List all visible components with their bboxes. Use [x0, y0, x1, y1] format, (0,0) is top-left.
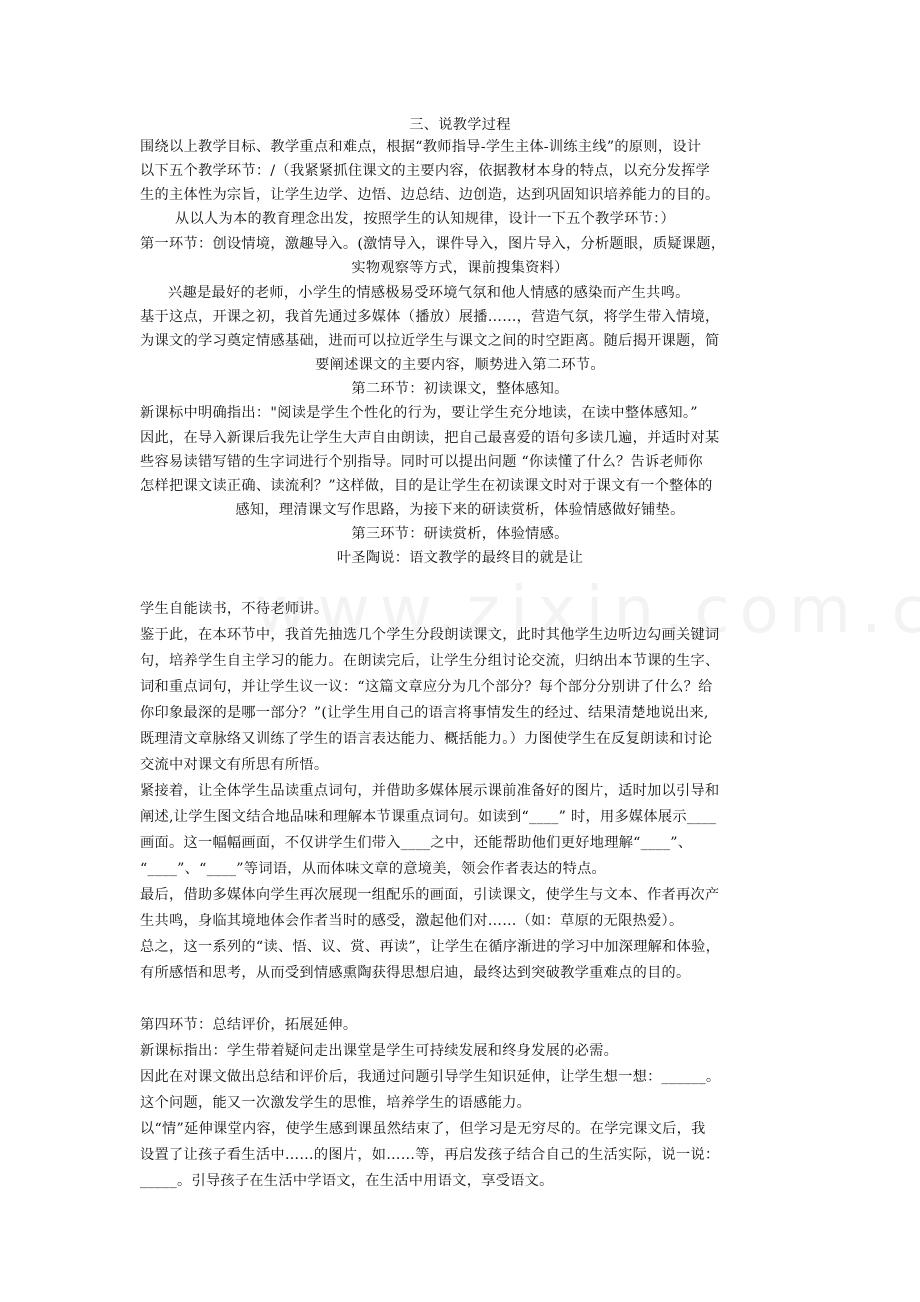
step4-heading: 第四环节：总结评价，拓展延伸。 [140, 1017, 358, 1033]
paragraph-line: 既理清文章脉络又训练了学生的语言表达能力、概括能力。）力图使学生在反复朗读和讨论 [140, 731, 713, 747]
paragraph-line: 从以人为本的教育理念出发，按照学生的认知规律，设计一下五个教学环节：） [175, 211, 675, 227]
paragraph-line: 有所感悟和思考，从而受到情感熏陶获得思想启迪，最终达到突破教学重难点的目的。 [140, 965, 691, 981]
paragraph-line: 以下五个教学环节：/（我紧紧抓住课文的主要内容，依据教材本身的特点，以充分发挥学 [140, 163, 711, 179]
paragraph-line: 以“情”延伸课堂内容，使学生感到课虽然结束了，但学习是无穷尽的。在学完课文后，我 [140, 1121, 706, 1137]
section-heading: 三、说教学过程 [409, 117, 511, 133]
paragraph-line: 兴趣是最好的老师，小学生的情感极易受环境气氛和他人情感的感染而产生共鸣。 [168, 285, 690, 301]
paragraph-line: 为课文的学习奠定情感基础，进而可以拉近学生与课文之间的时空距离。随后揭开课题，简 [140, 333, 720, 349]
paragraph-line: 因此在对课文做出总结和评价后，我通过问题引导学生知识延伸，让学生想一想：______。 [140, 1069, 721, 1085]
step1-heading: 第一环节：创设情境，激趣导入。(激情导入，课件导入，图片导入，分析题眼，质疑课题， [140, 236, 726, 252]
step3-heading: 第三环节：研读赏析，体验情感。 [351, 526, 569, 542]
paragraph-line: 因此，在导入新课后我先让学生大声自由朗读，把自己最喜爱的语句多读几遍，并适时对某 [140, 430, 720, 446]
paragraph-line: 你印象最深的是哪一部分？”(让学生用自己的语言将事情发生的经过、结果清楚地说出来, [140, 705, 709, 721]
paragraph-line: _____。引导孩子在生活中学语文，在生活中用语文，享受语文。 [140, 1173, 554, 1189]
paragraph-line: 鉴于此，在本环节中，我首先抽选几个学生分段朗读课文，此时其他学生边听边勾画关键词 [140, 627, 720, 643]
paragraph-line: 生共鸣，身临其境地体会作者当时的感受，激起他们对……（如：草原的无限热爱）。 [140, 913, 684, 929]
paragraph-line: 总之，这一系列的“读、悟、议、赏、再读”，让学生在循序渐进的学习中加深理解和体验， [140, 939, 721, 955]
paragraph-line: “____”、“____”等词语，从而体味文章的意境美，领会作者表达的特点。 [140, 861, 607, 877]
paragraph-line: 词和重点词句，并让学生议一议：“这篇文章应分为几个部分？每个部分分别讲了什么？给 [140, 679, 713, 695]
paragraph-line: 怎样把课文读正确、读流利？”这样做，目的是让学生在初读课文时对于课文有一个整体的 [140, 478, 713, 494]
paragraph-line: 要阐述课文的主要内容，顺势进入第二环节。 [315, 357, 605, 373]
paragraph-line: 感知，理清课文写作思路，为接下来的研读赏析，体验情感做好铺垫。 [235, 502, 685, 518]
paragraph-line: 生的主体性为宗旨，让学生边学、边悟、边总结、边创造，达到巩固知识培养能力的目的。 [140, 187, 720, 203]
paragraph-line: 阐述,让学生图文结合地品味和理解本节课重点词句。如读到“____” 时，用多媒体展示____ [140, 809, 717, 825]
paragraph-line: 这个问题，能又一次激发学生的思惟，培养学生的语感能力。 [140, 1095, 532, 1111]
step2-heading: 第二环节：初读课文，整体感知。 [351, 381, 569, 397]
paragraph-line: 实物观察等方式，课前搜集资料） [351, 260, 569, 276]
paragraph-line: 新课标中明确指出："阅读是学生个性化的行为，要让学生充分地读，在读中整体感知。” [140, 405, 698, 421]
paragraph-line: 画面。这一幅幅画面，不仅讲学生们带入____之中，还能帮助他们更好地理解“____”、 [140, 835, 693, 851]
paragraph-line: 交流中对课文有所思有所悟。 [140, 757, 329, 773]
paragraph-line: 围绕以上教学目标、教学重点和难点，根据“教师指导-学生主体-训练主线”的原则，设计 [140, 139, 702, 155]
paragraph-line: 些容易读错写错的生字词进行个别指导。同时可以提出问题 “你读懂了什么？告诉老师你 [140, 454, 703, 470]
paragraph-line: 句，培养学生自主学习的能力。在朗读完后，让学生分组讨论交流，归纳出本节课的生字、 [140, 653, 720, 669]
paragraph-line: 设置了让孩子看生活中……的图片，如……等，再启发孩子结合自己的生活实际，说一说： [140, 1147, 720, 1163]
quote-line: 叶圣陶说：语文教学的最终目的就是让 [336, 550, 584, 566]
paragraph-line: 紧接着，让全体学生品读重点词句，并借助多媒体展示课前准备好的图片，适时加以引导和 [140, 783, 720, 799]
paragraph-line: 最后，借助多媒体向学生再次展现一组配乐的画面，引读课文，使学生与文本、作者再次产 [140, 887, 720, 903]
paragraph-line: 新课标指出：学生带着疑问走出课堂是学生可持续发展和终身发展的必需。 [140, 1043, 619, 1059]
paragraph-line: 基于这点，开课之初，我首先通过多媒体（播放）展播……，营造气氛，将学生带入情境， [140, 309, 720, 325]
paragraph-line: 学生自能读书，不待老师讲。 [140, 601, 329, 617]
